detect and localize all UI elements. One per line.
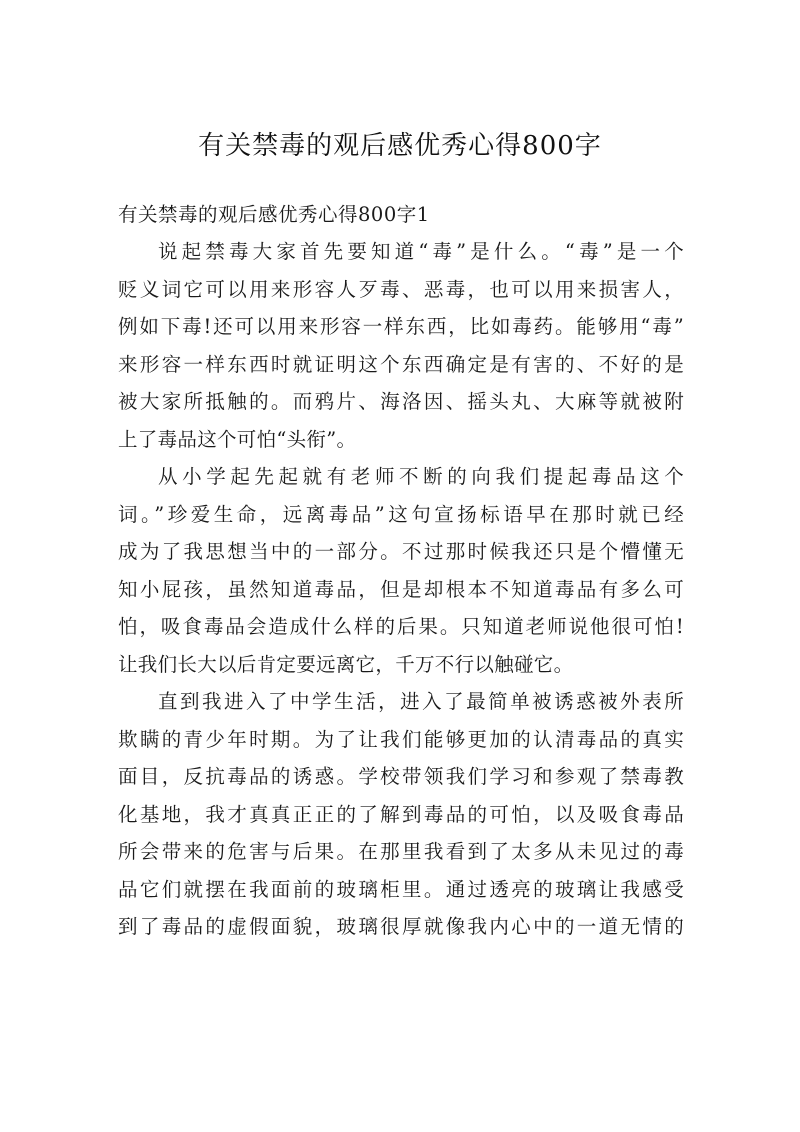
text-line: 词。”珍爱生命，远离毒品”这句宣扬标语早在那时就已经 — [118, 502, 684, 526]
text-line: 面目，反抗毒品的诱惑。学校带领我们学习和参观了禁毒教 — [118, 765, 684, 788]
paragraph-1 — [118, 233, 684, 458]
text-line: 说起禁毒大家首先要知道“毒”是什么。“毒”是一个 — [158, 240, 684, 263]
text-line: 怕，吸食毒品会造成什么样的后果。只知道老师说他很可怕! — [118, 615, 684, 638]
text-line: 从小学起先起就有老师不断的向我们提起毒品这个 — [158, 465, 684, 488]
document-body — [118, 196, 684, 946]
text-line: 到了毒品的虚假面貌，玻璃很厚就像我内心中的一道无情的 — [118, 915, 684, 938]
text-line: 化基地，我才真真正正的了解到毒品的可怕，以及吸食毒品 — [118, 802, 684, 826]
text-line: 欺瞒的青少年时期。为了让我们能够更加的认清毒品的真实 — [118, 727, 684, 751]
text-line: 被大家所抵触的。而鸦片、海洛因、摇头丸、大麻等就被附 — [118, 390, 684, 413]
text-line: 知小屁孩，虽然知道毒品，但是却根本不知道毒品有多么可 — [118, 577, 684, 601]
text-line: 贬义词它可以用来形容人歹毒、恶毒，也可以用来损害人， — [118, 277, 684, 301]
text-line: 成为了我思想当中的一部分。不过那时候我还只是个懵懂无 — [118, 540, 684, 563]
section-subtitle: 有关禁毒的观后感优秀心得800字1 — [118, 203, 430, 226]
text-line: 来形容一样东西时就证明这个东西确定是有害的、不好的是 — [118, 352, 684, 376]
text-line: 品它们就摆在我面前的玻璃柜里。通过透亮的玻璃让我感受 — [118, 877, 684, 901]
text-line: 直到我进入了中学生活，进入了最简单被诱惑被外表所 — [158, 690, 684, 713]
text-line: 上了毒品这个可怕“头衔”。 — [118, 427, 357, 451]
text-line: 例如下毒!还可以用来形容一样东西，比如毒药。能够用“毒” — [118, 315, 684, 338]
document-title: 有关禁毒的观后感优秀心得800字 — [198, 131, 602, 161]
text-line: 让我们长大以后肯定要远离它，千万不行以触碰它。 — [118, 652, 574, 676]
text-line: 所会带来的危害与后果。在那里我看到了太多从未见过的毒 — [118, 840, 684, 863]
paragraph-2 — [118, 458, 684, 683]
paragraph-3 — [118, 683, 684, 946]
